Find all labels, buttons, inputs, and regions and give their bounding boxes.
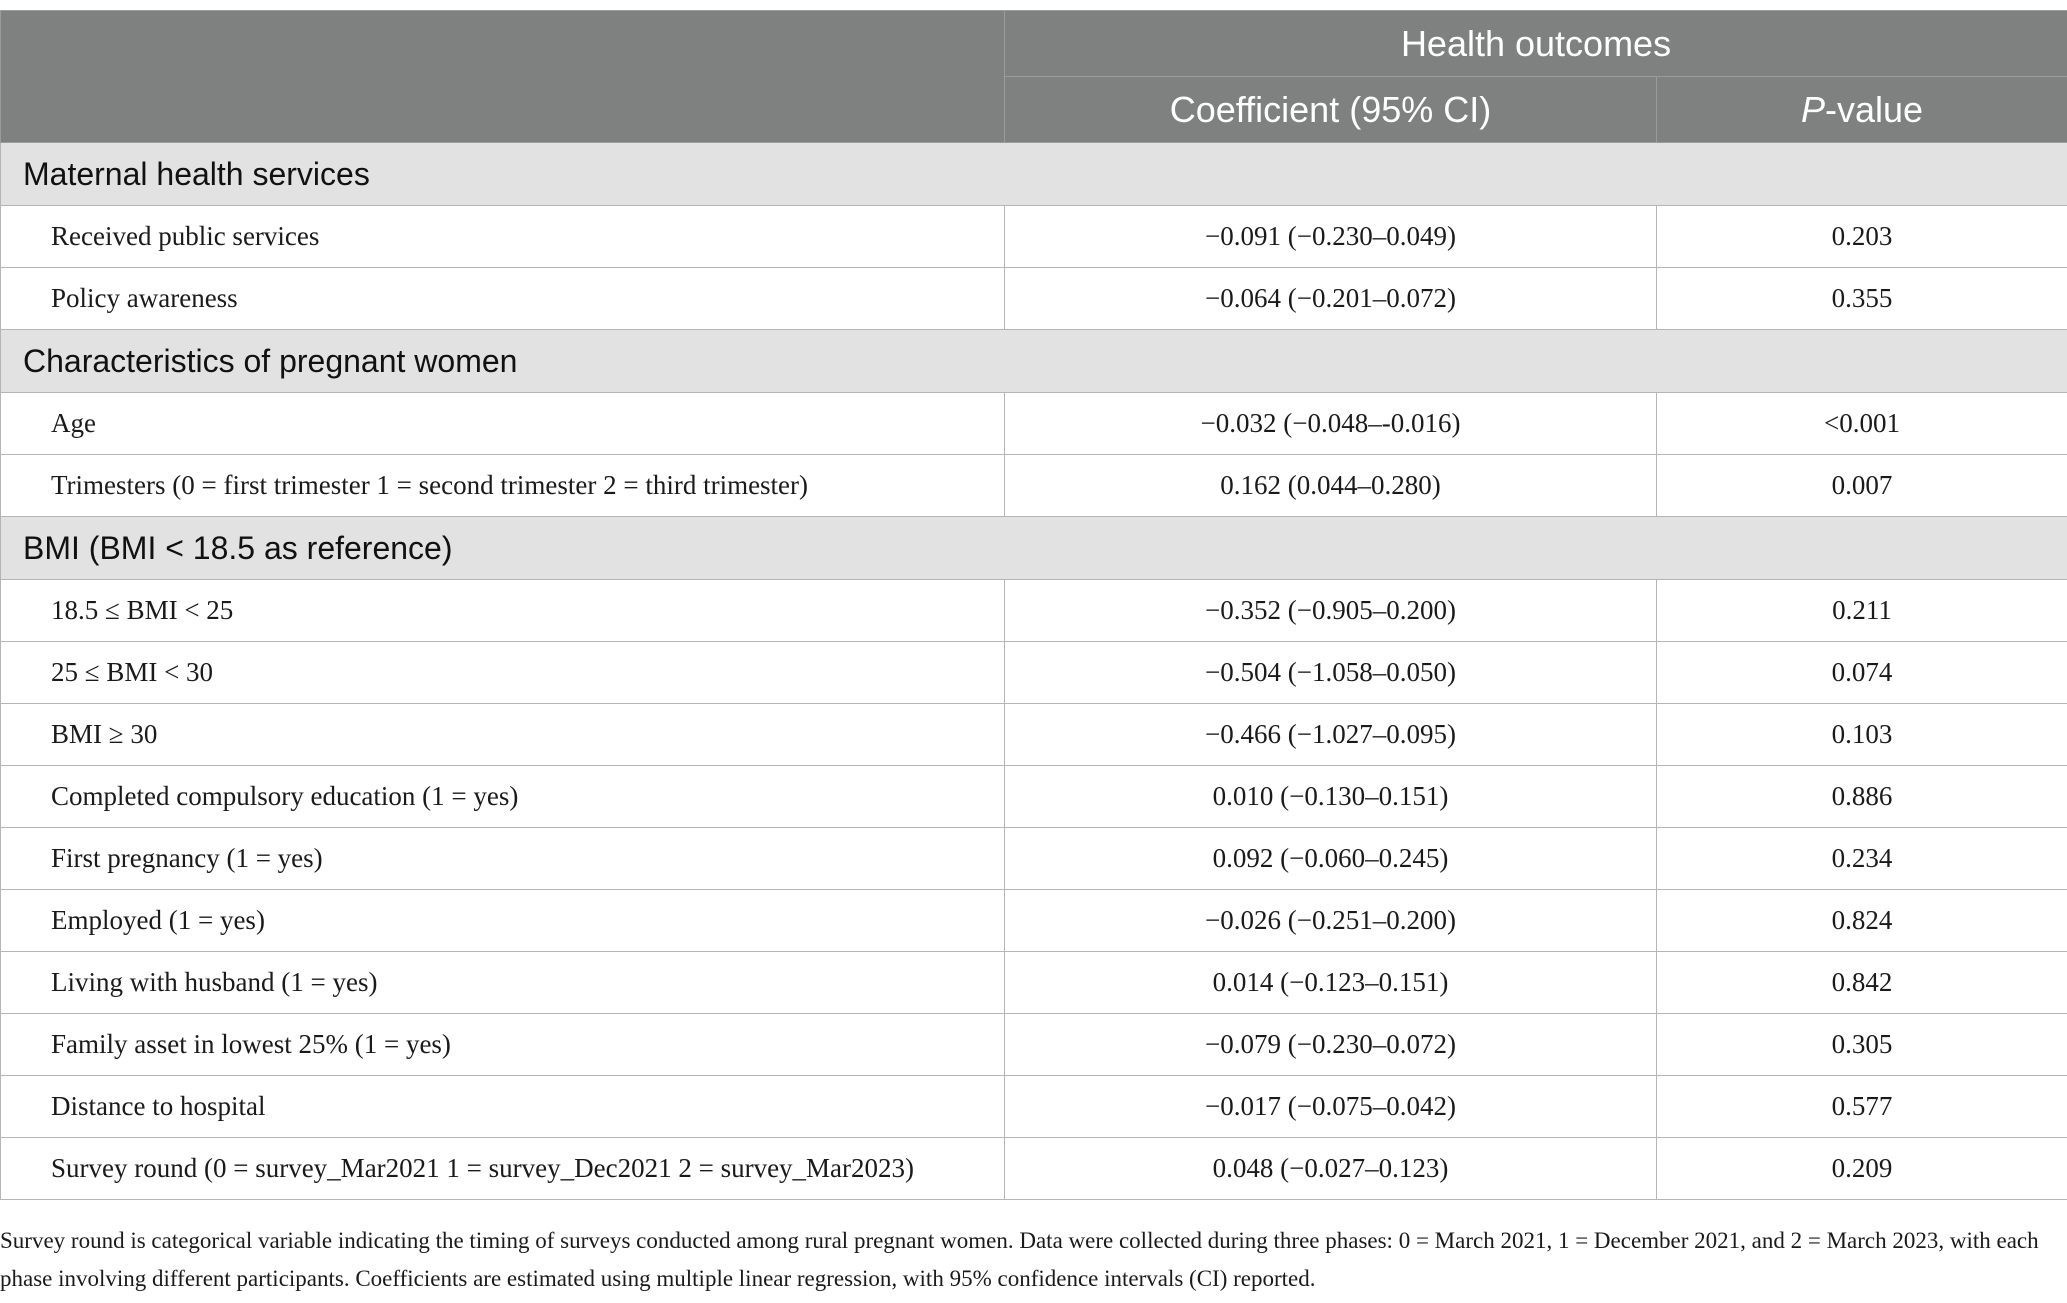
variable-label: 18.5 ≤ BMI < 25	[1, 580, 1005, 642]
section-title: BMI (BMI < 18.5 as reference)	[1, 517, 2067, 580]
variable-label: Trimesters (0 = first trimester 1 = second trimester 2 = third trimester)	[1, 455, 1005, 517]
coefficient-cell: 0.162 (0.044–0.280)	[1005, 455, 1657, 517]
table-row	[1, 828, 2067, 890]
table-row	[1, 1014, 2067, 1076]
p-value-cell: 0.211	[1657, 580, 2067, 642]
coefficient-cell: −0.091 (−0.230–0.049)	[1005, 206, 1657, 268]
variable-label: Completed compulsory education (1 = yes)	[1, 766, 1005, 828]
variable-label: First pregnancy (1 = yes)	[1, 828, 1005, 890]
p-value-cell: 0.355	[1657, 268, 2067, 330]
coefficient-cell: −0.504 (−1.058–0.050)	[1005, 642, 1657, 704]
section-header-row	[1, 330, 2067, 393]
coefficient-cell: −0.352 (−0.905–0.200)	[1005, 580, 1657, 642]
coefficient-cell: 0.010 (−0.130–0.151)	[1005, 766, 1657, 828]
variable-label: Survey round (0 = survey_Mar2021 1 = survey_Dec2021 2 = survey_Mar2023)	[1, 1138, 1005, 1200]
variable-label: BMI ≥ 30	[1, 704, 1005, 766]
coefficient-cell: 0.048 (−0.027–0.123)	[1005, 1138, 1657, 1200]
p-value-cell: 0.886	[1657, 766, 2067, 828]
table-row	[1, 206, 2067, 268]
p-value-cell: 0.203	[1657, 206, 2067, 268]
coefficient-cell: −0.079 (−0.230–0.072)	[1005, 1014, 1657, 1076]
table-body	[1, 143, 2067, 1200]
table-header	[1, 11, 2067, 143]
table-row	[1, 268, 2067, 330]
coefficient-cell: −0.032 (−0.048–-0.016)	[1005, 393, 1657, 455]
variable-label: 25 ≤ BMI < 30	[1, 642, 1005, 704]
p-value-cell: 0.842	[1657, 952, 2067, 1014]
header-health-outcomes: Health outcomes	[1005, 11, 2067, 77]
section-header-row	[1, 517, 2067, 580]
variable-label: Received public services	[1, 206, 1005, 268]
variable-label: Employed (1 = yes)	[1, 890, 1005, 952]
header-coefficient: Coefficient (95% CI)	[1005, 77, 1657, 143]
table-row	[1, 766, 2067, 828]
table-footnote: Survey round is categorical variable indicating the timing of surveys conducted among rural pregnant women. Data were collected during three phases: 0 = March 2021, 1 = December 2021, and 2 = March 2023, with each phase involving different participants. Coefficients are estimated using multiple linear regression, with 95% confidence intervals (CI) reported.	[0, 1228, 2039, 1291]
coefficient-cell: −0.026 (−0.251–0.200)	[1005, 890, 1657, 952]
section-header-row	[1, 143, 2067, 206]
table-row	[1, 1138, 2067, 1200]
p-value-cell: <0.001	[1657, 393, 2067, 455]
p-value-cell: 0.007	[1657, 455, 2067, 517]
header-p-value	[1657, 77, 2067, 143]
table-row	[1, 393, 2067, 455]
p-value-cell: 0.824	[1657, 890, 2067, 952]
table-row	[1, 1076, 2067, 1138]
p-value-cell: 0.577	[1657, 1076, 2067, 1138]
coefficient-cell: −0.017 (−0.075–0.042)	[1005, 1076, 1657, 1138]
variable-label: Family asset in lowest 25% (1 = yes)	[1, 1014, 1005, 1076]
section-title: Maternal health services	[1, 143, 2067, 206]
coefficient-cell: −0.064 (−0.201–0.072)	[1005, 268, 1657, 330]
variable-label: Age	[1, 393, 1005, 455]
header-row-group	[1, 11, 2067, 77]
variable-label: Distance to hospital	[1, 1076, 1005, 1138]
regression-table	[0, 10, 2067, 1200]
table-row	[1, 580, 2067, 642]
variable-label: Living with husband (1 = yes)	[1, 952, 1005, 1014]
table-row	[1, 455, 2067, 517]
header-p-letter: P	[1800, 88, 1825, 130]
p-value-cell: 0.305	[1657, 1014, 2067, 1076]
regression-table-container	[0, 10, 2067, 1200]
table-row	[1, 704, 2067, 766]
p-value-cell: 0.234	[1657, 828, 2067, 890]
table-row	[1, 890, 2067, 952]
header-p-suffix: -value	[1824, 88, 1924, 130]
coefficient-cell: −0.466 (−1.027–0.095)	[1005, 704, 1657, 766]
p-value-cell: 0.103	[1657, 704, 2067, 766]
table-row	[1, 952, 2067, 1014]
p-value-cell: 0.074	[1657, 642, 2067, 704]
table-row	[1, 642, 2067, 704]
coefficient-cell: 0.014 (−0.123–0.151)	[1005, 952, 1657, 1014]
coefficient-cell: 0.092 (−0.060–0.245)	[1005, 828, 1657, 890]
p-value-cell: 0.209	[1657, 1138, 2067, 1200]
header-blank-cell	[1, 11, 1005, 143]
section-title: Characteristics of pregnant women	[1, 330, 2067, 393]
variable-label: Policy awareness	[1, 268, 1005, 330]
